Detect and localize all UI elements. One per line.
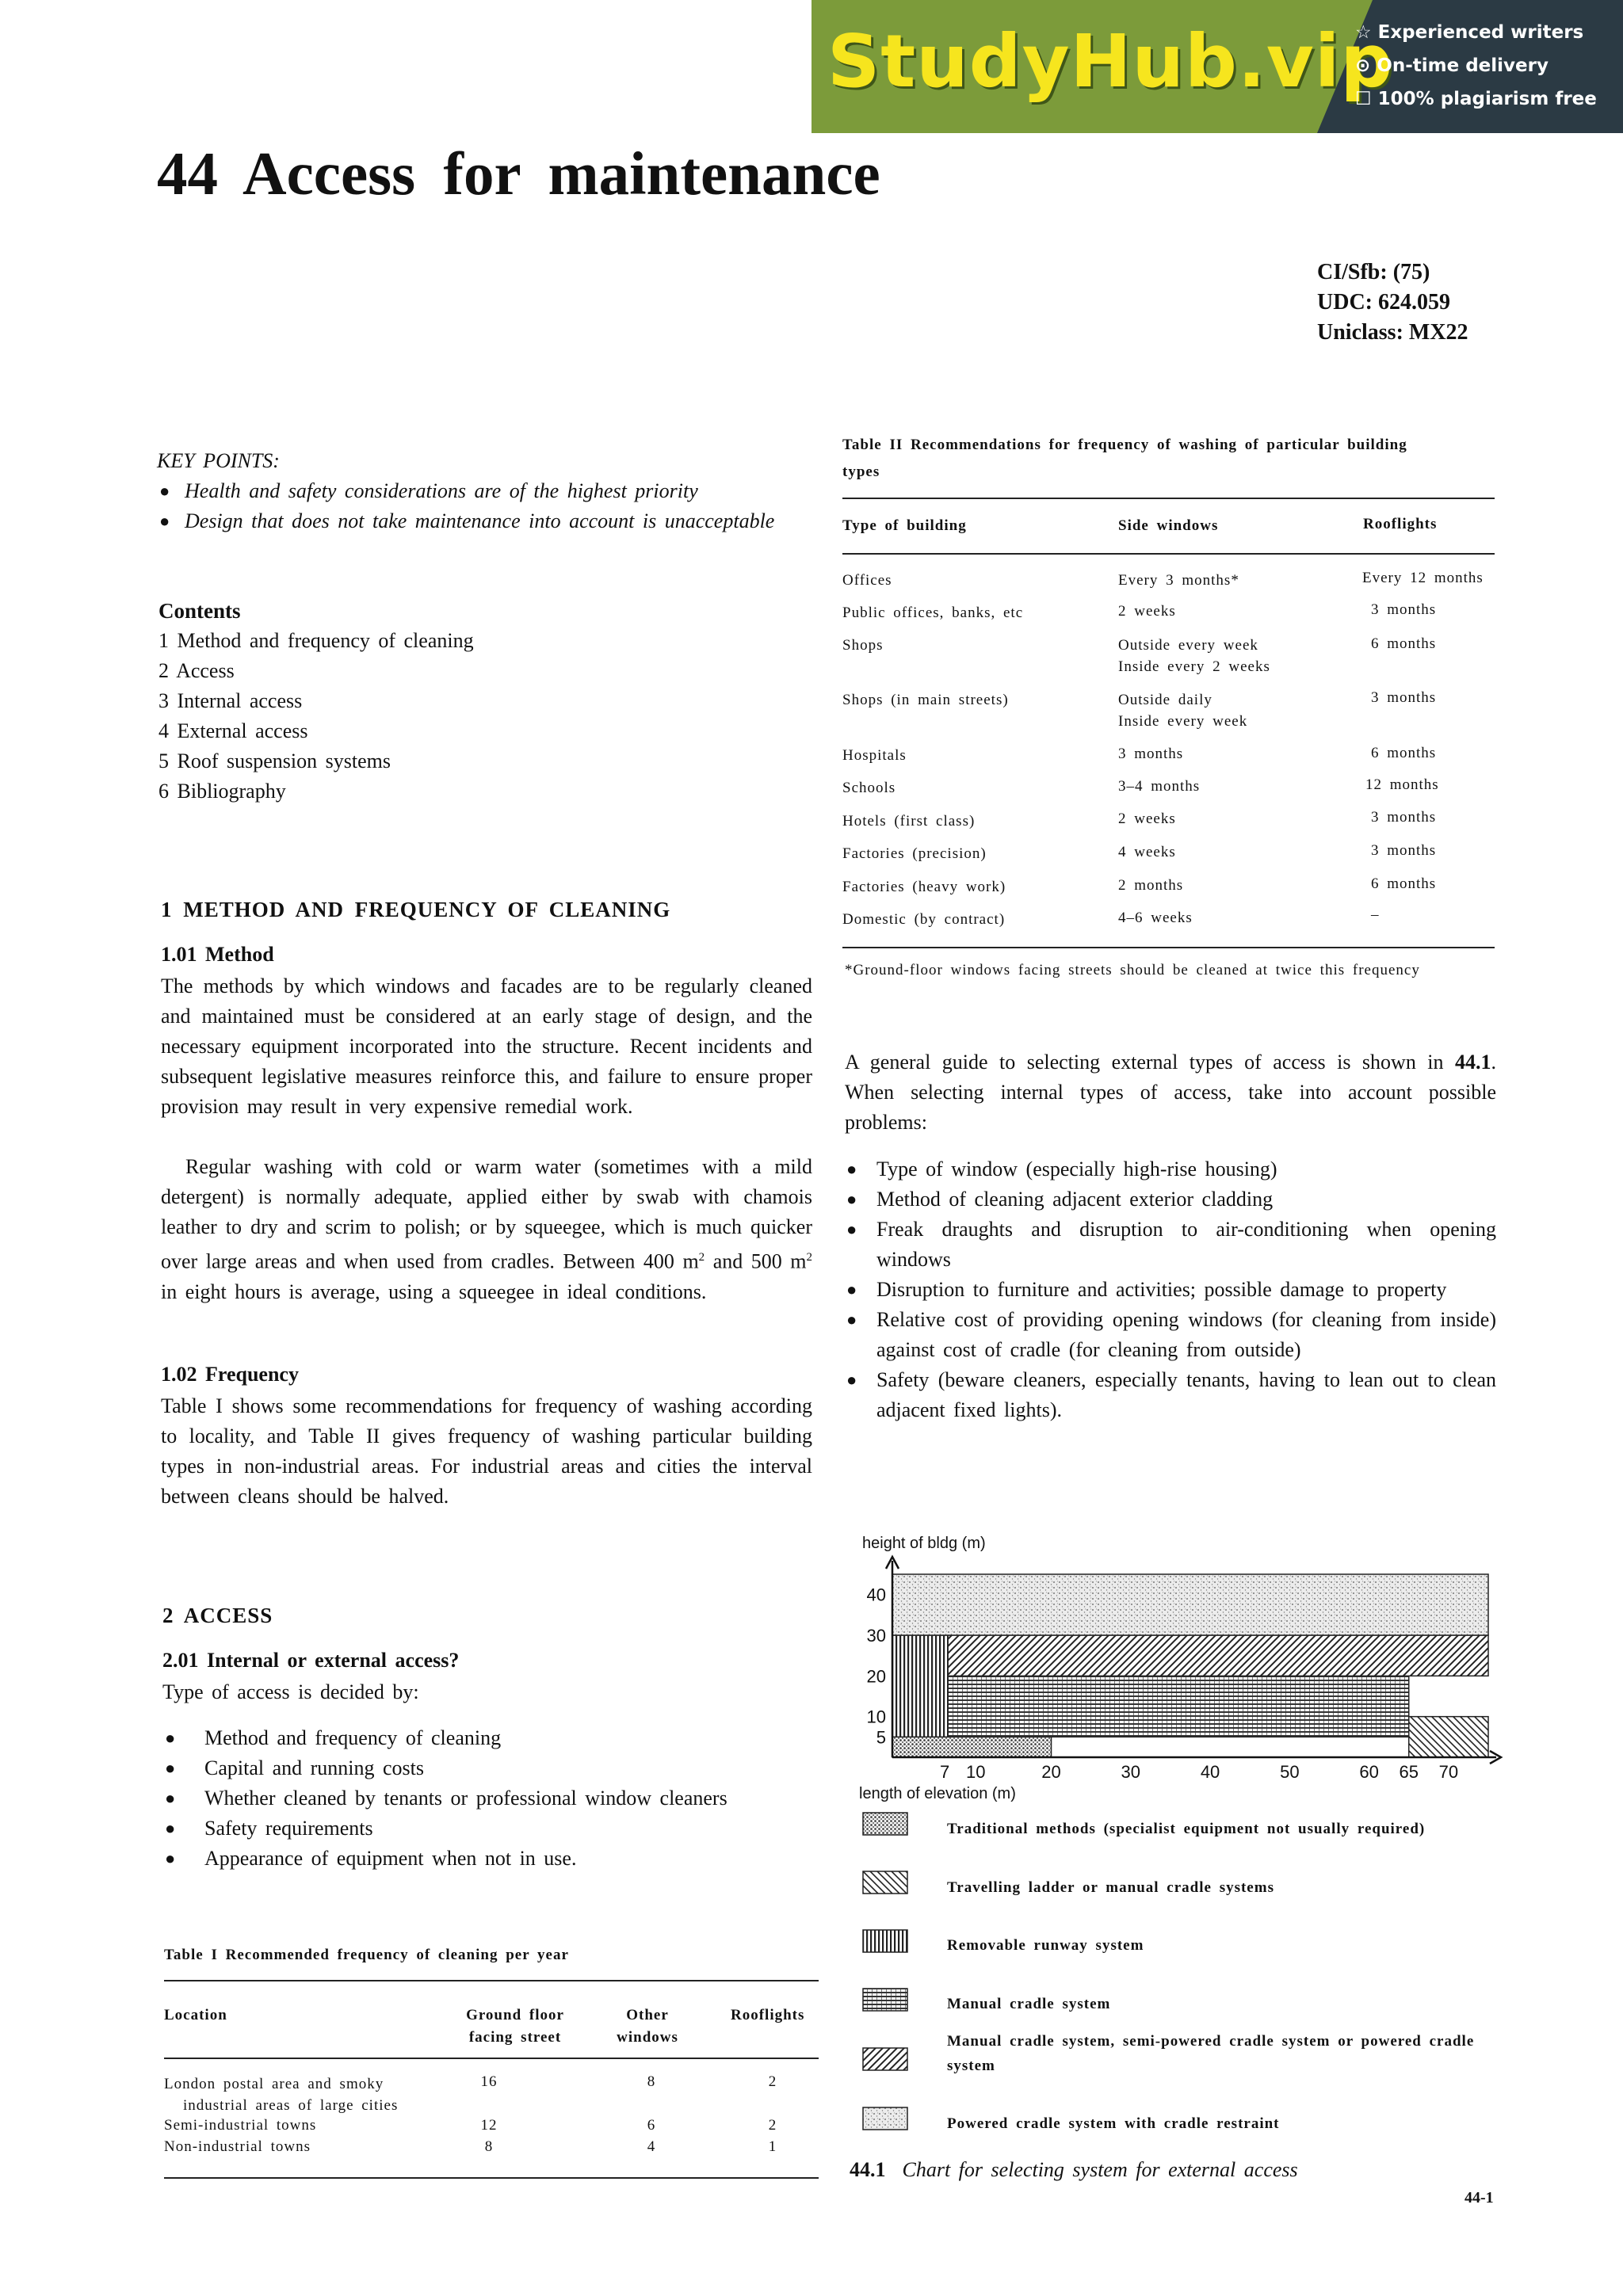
access-subheading: 2.01 Internal or external access?: [162, 1649, 460, 1672]
table-rule: [842, 553, 1495, 555]
superscript: 2: [698, 1251, 705, 1264]
table-2-caption: types: [842, 463, 880, 480]
table-2-cell-side: Outside daily: [1118, 692, 1212, 708]
key-point-item: ● Health and safety considerations are of the highest priority: [159, 476, 783, 506]
banner-feature-delivery: ⊙ On-time delivery: [1355, 55, 1549, 76]
access-criteria-item: ● Whether cleaned by tenants or professional window cleaners: [165, 1783, 815, 1814]
table-2-cell-roof: 3 months: [1371, 689, 1437, 706]
contents-item[interactable]: 4 External access: [158, 719, 308, 742]
table-2-header-side: Side windows: [1118, 517, 1219, 534]
table-1-cell-ground: 16: [480, 2073, 498, 2090]
chart-y-tick-label: 30: [866, 1626, 886, 1646]
problem-item: ● Safety (beware cleaners, especially tenants, having to lean out to clean adjacent fixed lights).: [846, 1365, 1496, 1425]
table-rule: [842, 947, 1495, 948]
frequency-paragraph: Table I shows some recommendations for frequency of washing according to locality, and Table II gives frequency of washing particular building types in non-industrial areas. For industrial areas and cities the interval between cleans should be halved.: [161, 1394, 812, 1508]
access-criteria-item: ● Appearance of equipment when not in use.: [165, 1844, 815, 1874]
table-1-cell-ground: 8: [484, 2138, 494, 2155]
access-criteria-list: [165, 1723, 815, 1874]
table-2-cell-type: Factories (precision): [842, 845, 987, 862]
key-points: [157, 446, 783, 536]
table-2-cell-roof: 3 months: [1371, 842, 1437, 859]
chart-x-tick-label: 20: [1041, 1762, 1061, 1782]
table-2-cell-side: 2 weeks: [1118, 810, 1176, 827]
chart-region-vertical: [892, 1635, 948, 1737]
banner-feature-writers: ☆ Experienced writers: [1355, 22, 1584, 43]
table-2-cell-type: Public offices, banks, etc: [842, 605, 1024, 621]
internal-problems-list: [846, 1154, 1496, 1425]
table-1-cell-rooflights: 2: [768, 2073, 777, 2090]
chart-y-tick-label: 5: [876, 1727, 886, 1748]
chart-regions: [892, 1574, 1488, 1757]
table-2: [842, 434, 1495, 989]
chart-region-dots: [892, 1737, 1052, 1757]
table-2-header-roof: Rooflights: [1363, 516, 1438, 532]
table-1-cell-other: 4: [647, 2138, 656, 2155]
classification-udc: UDC: 624.059: [1317, 290, 1450, 315]
table-2-cell-side: 4 weeks: [1118, 844, 1176, 860]
problem-item: ● Type of window (especially high-rise housing): [846, 1154, 1496, 1184]
chart-x-tick-label: 10: [966, 1762, 986, 1782]
table-2-cell-roof: 6 months: [1371, 875, 1437, 892]
table-2-cell-type: Domestic (by contract): [842, 911, 1006, 928]
legend-swatch-diagonal: [862, 2047, 908, 2071]
chart-x-tick-label: 40: [1200, 1762, 1220, 1782]
table-1-cell-other: 8: [647, 2073, 656, 2090]
key-points-heading: KEY POINTS:: [157, 449, 280, 472]
table-1-header-other: Other windows: [617, 2007, 678, 2046]
chart-x-tick-label: 65: [1399, 1762, 1419, 1782]
table-2-cell-type: Factories (heavy work): [842, 879, 1006, 895]
table-rule: [842, 498, 1495, 499]
frequency-heading: 1.02 Frequency: [161, 1363, 299, 1386]
contents-item[interactable]: 1 Method and frequency of cleaning: [158, 629, 474, 652]
figure-caption-text: Chart for selecting system for external access: [902, 2158, 1298, 2181]
legend-label: Removable runway system: [947, 1937, 1144, 1954]
page-title: 44 Access for maintenance: [157, 139, 880, 208]
table-2-header-type: Type of building: [842, 517, 967, 534]
table-2-cell-type: Hotels (first class): [842, 813, 976, 830]
table-2-cell-roof: Every 12 months: [1362, 570, 1484, 586]
table-2-cell-side: 3–4 months: [1118, 778, 1201, 795]
chart-x-tick-label: 70: [1438, 1762, 1459, 1782]
access-criteria-item: ● Capital and running costs: [165, 1753, 815, 1783]
table-1-cell-ground: 12: [480, 2117, 498, 2134]
legend-label: Traditional methods (specialist equipment not usually required): [947, 1821, 1426, 1837]
chart-region-backslash: [1409, 1717, 1488, 1757]
figure-caption: [850, 2155, 1298, 2185]
table-1-cell-location: Semi-industrial towns: [164, 2117, 317, 2134]
section-2-heading: 2 ACCESS: [162, 1604, 273, 1627]
access-intro: Type of access is decided by:: [162, 1680, 419, 1703]
contents-item[interactable]: 6 Bibliography: [158, 780, 286, 803]
table-2-cell-type: Offices: [842, 572, 892, 589]
method-heading: 1.01 Method: [161, 943, 274, 966]
chart-y-axis-label: height of bldg (m): [862, 1535, 986, 1552]
chart-x-tick-label: 50: [1280, 1762, 1300, 1782]
table-2-cell-roof: 6 months: [1371, 635, 1437, 652]
chart-y-tick-label: 20: [866, 1666, 886, 1687]
legend-label: Manual cradle system, semi-powered cradle system or powered cradle system: [947, 2033, 1475, 2074]
contents-item[interactable]: 5 Roof suspension systems: [158, 749, 391, 772]
method-paragraph-1: The methods by which windows and facades are to be regularly cleaned and maintained must be considered at an early stage of design, and the necessary equipment incorporated into the structure. Recent incidents and subsequent legislative measures reinforce this, and failure to ensure proper provision may result in very expensive remedial work.: [161, 974, 812, 1118]
table-2-cell-side: Inside every week: [1118, 713, 1248, 730]
table-2-cell-type: Schools: [842, 780, 896, 796]
table-1-caption: Table I Recommended frequency of cleaning per year: [164, 1947, 569, 1963]
table-1-cell-rooflights: 1: [768, 2138, 777, 2155]
table-2-cell-side: Inside every 2 weeks: [1118, 658, 1270, 675]
access-guide-text: A general guide to selecting external types of access is shown in: [845, 1051, 1455, 1074]
contents-item[interactable]: 3 Internal access: [158, 689, 303, 712]
table-2-cell-type: Hospitals: [842, 747, 907, 764]
method-p2-text-c: in eight hours is average, using a squeegee in ideal conditions.: [161, 1280, 707, 1303]
table-2-cell-side: 3 months: [1118, 746, 1184, 762]
chart-region-stipple: [892, 1574, 1488, 1635]
section-1-heading: 1 METHOD AND FREQUENCY OF CLEANING: [161, 898, 671, 921]
table-rule: [164, 2177, 819, 2179]
table-1-cell-rooflights: 2: [768, 2117, 777, 2134]
method-p2-text-b: and 500 m: [705, 1249, 807, 1273]
table-2-cell-roof: 12 months: [1365, 776, 1439, 793]
table-2-footnote: *Ground-floor windows facing streets should be cleaned at twice this frequency: [845, 962, 1420, 978]
table-1-cell-other: 6: [647, 2117, 656, 2134]
access-criteria-item: ● Safety requirements: [165, 1814, 815, 1844]
key-point-item: ● Design that does not take maintenance into account is unacceptable: [159, 506, 783, 536]
legend-label: Powered cradle system with cradle restraint: [947, 2115, 1280, 2132]
classification-uniclass: Uniclass: MX22: [1317, 320, 1468, 345]
banner-logo: StudyHub.vip: [827, 19, 1394, 104]
table-2-cell-roof: –: [1371, 906, 1380, 923]
contents-item[interactable]: 2 Access: [158, 659, 235, 682]
table-2-caption: Table II Recommendations for frequency of washing of particular building: [842, 437, 1407, 453]
legend-swatch-vertical: [862, 1929, 908, 1953]
legend-label: Travelling ladder or manual cradle systems: [947, 1879, 1274, 1896]
method-p2-text-a: Regular washing with cold or warm water (sometimes with a mild detergent) is normally adequate, applied either by swab with chamois leather to dry and scrim to polish; or by squeegee, which is much quicker over large areas and when used from cradles. Between 400 m: [161, 1155, 812, 1273]
classification-cisfb: CI/Sfb: (75): [1317, 260, 1430, 284]
access-guide-paragraph: [845, 1047, 1496, 1138]
table-1-header-ground: Ground floor facing street: [466, 2007, 564, 2046]
table-1-header-location: Location: [164, 2007, 227, 2023]
superscript: 2: [806, 1251, 813, 1264]
figure-number: 44.1: [850, 2158, 886, 2181]
table-2-cell-side: Every 3 months*: [1118, 572, 1239, 589]
table-2-cell-roof: 6 months: [1371, 745, 1437, 761]
table-2-cell-roof: 3 months: [1371, 601, 1437, 618]
table-2-cell-roof: 3 months: [1371, 809, 1437, 826]
figure-reference[interactable]: 44.1: [1455, 1051, 1491, 1074]
problem-item: ● Freak draughts and disruption to air-conditioning when opening windows: [846, 1215, 1496, 1275]
chart-region-diagonal: [948, 1635, 1488, 1676]
table-1: [164, 1941, 819, 2187]
page-number: 44-1: [1465, 2189, 1494, 2206]
method-paragraph-2: [161, 1152, 812, 1307]
contents-list: [158, 596, 713, 807]
table-2-cell-type: Shops (in main streets): [842, 692, 1009, 708]
chart-x-tick-label: 30: [1121, 1762, 1141, 1782]
chart-x-tick-label: 7: [940, 1762, 950, 1782]
table-2-cell-type: Shops: [842, 637, 884, 654]
classification-codes: [1317, 257, 1468, 348]
banner-feature-plagiarism: ☐ 100% plagiarism free: [1355, 89, 1597, 109]
legend-swatch-stipple: [862, 2107, 908, 2130]
access-guide-text: . When selecting internal types of access, take into account possible problems:: [845, 1051, 1496, 1134]
legend-swatch-backslash: [862, 1871, 908, 1894]
table-2-cell-side: 2 months: [1118, 877, 1184, 894]
table-2-cell-side: 4–6 weeks: [1118, 910, 1193, 926]
table-1-cell-location: industrial areas of large cities: [183, 2097, 399, 2114]
table-rule: [164, 1980, 819, 1981]
chart-y-tick-label: 10: [866, 1707, 886, 1727]
chart-x-tick-label: 60: [1359, 1762, 1379, 1782]
table-2-cell-side: Outside every week: [1118, 637, 1258, 654]
problem-item: ● Disruption to furniture and activities; possible damage to property: [846, 1275, 1496, 1305]
legend-swatch-horizontal: [862, 1988, 908, 2012]
chart-y-tick-label: 40: [866, 1585, 886, 1605]
legend-label: Manual cradle system: [947, 1996, 1111, 2012]
legend-swatch-dots: [862, 1812, 908, 1836]
chart-region-horizontal: [948, 1676, 1409, 1737]
problem-item: ● Relative cost of providing opening windows (for cleaning from inside) against cost of cradle (for cleaning from outside): [846, 1305, 1496, 1365]
contents-heading: Contents: [158, 599, 241, 623]
table-1-cell-location: London postal area and smoky: [164, 2076, 384, 2092]
table-rule: [164, 2058, 819, 2059]
access-criteria-item: ● Method and frequency of cleaning: [165, 1723, 815, 1753]
promo-banner[interactable]: [812, 0, 1623, 133]
table-2-cell-side: 2 weeks: [1118, 603, 1176, 620]
table-1-header-rooflights: Rooflights: [731, 2007, 805, 2023]
chart-x-axis-label: length of elevation (m): [859, 1785, 1016, 1802]
problem-item: ● Method of cleaning adjacent exterior cladding: [846, 1184, 1496, 1215]
table-1-cell-location: Non-industrial towns: [164, 2138, 311, 2155]
access-selection-chart: [848, 1525, 1506, 1810]
